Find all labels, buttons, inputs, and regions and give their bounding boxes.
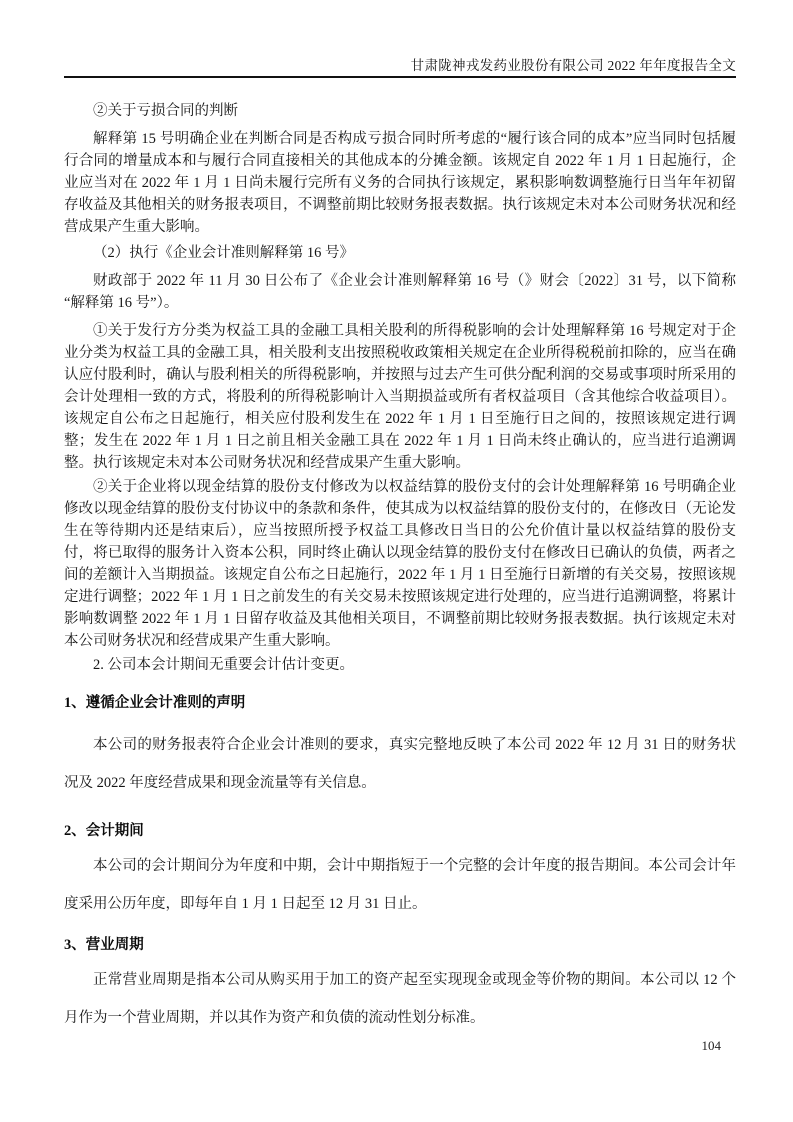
section2-heading: 2、会计期间 <box>64 823 144 839</box>
document-body <box>64 100 736 1037</box>
interpretation16-item1-paragraph: ①关于发行方分类为权益工具的金融工具相关股利的所得税影响的会计处理解释第 16 号规定对于企业分类为权益工具的金融工具，相关股利支出按照税收政策相关规定在企业所得税税前扣除的，应当在确认应付股利时，确认与股利相关的所得税影响，并按照与过去产生可供分配利润的交易或事项时所采用的会计处理相一致的方式，将股利的所得税影响计入当期损益或所有者权益项目（含其他综合收益项目）。该规定自公布之日起施行，相关应付股利发生在 2022 年 1 月 1 日至施行日之间的，按照该规定进行调整；发生在 2022 年 1 月 1 日之前且相关金融工具在 2022 年 1 月 1 日尚未终止确认的，应当进行追溯调整。执行该规定未对本公司财务状况和经营成果产生重大影响。 <box>64 323 736 471</box>
interpretation16-intro-paragraph: 财政部于 2022 年 11 月 30 日公布了《企业会计准则解释第 16 号（》财会〔2022〕31 号，以下简称“解释第 16 号”）。 <box>64 273 736 311</box>
section3-heading: 3、营业周期 <box>64 937 144 953</box>
loss-contract-paragraph: 解释第 15 号明确企业在判断合同是否构成亏损合同时所考虑的“履行该合同的成本”应当同时包括履行合同的增量成本和与履行合同直接相关的其他成本的分摊金额。该规定自 2022 年 1 月 1 日起施行，企业应当对在 2022 年 1 月 1 日尚未履行完所有义务的合同执行该规定，累积影响数调整施行日当年年初留存收益及其他相关的财务报表项目，不调整前期比较财务报表数据。执行该规定未对本公司财务状况和经营成果产生重大影响。 <box>64 131 736 235</box>
estimate-change-note: 2. 公司本会计期间无重要会计估计变更。 <box>93 657 354 673</box>
section1-heading: 1、遵循企业会计准则的声明 <box>64 695 246 711</box>
page-number: 104 <box>701 1038 721 1053</box>
page-content <box>64 0 736 1037</box>
section3-paragraph: 正常营业周期是指本公司从购买用于加工的资产起至实现现金或现金等价物的期间。本公司以 12 个月作为一个营业周期，并以其作为资产和负债的流动性划分标准。 <box>64 972 736 1026</box>
loss-contract-subheading: ②关于亏损合同的判断 <box>93 103 238 119</box>
interpretation16-item2-paragraph: ②关于企业将以现金结算的股份支付修改为以权益结算的股份支付的会计处理解释第 16 号明确企业修改以现金结算的股份支付协议中的条款和条件，使其成为以权益结算的股份支付的，在修改日（无论发生在等待期内还是结束后），应当按照所授予权益工具修改日当日的公允价值计量以权益结算的股份支付，将已取得的服务计入资本公积，同时终止确认以现金结算的股份支付在修改日已确认的负债，两者之间的差额计入当期损益。该规定自公布之日起施行，2022 年 1 月 1 日至施行日新增的有关交易，按照该规定进行调整；2022 年 1 月 1 日之前发生的有关交易未按照该规定进行处理的，应当进行追溯调整，将累计影响数调整 2022 年 1 月 1 日留存收益及其他相关项目，不调整前期比较财务报表数据。执行该规定未对本公司财务状况和经营成果产生重大影响。 <box>64 479 736 649</box>
section1-paragraph: 本公司的财务报表符合企业会计准则的要求，真实完整地反映了本公司 2022 年 12 月 31 日的财务状况及 2022 年度经营成果和现金流量等有关信息。 <box>64 737 736 791</box>
report-header-title: 甘肃陇神戎发药业股份有限公司 2022 年年度报告全文 <box>410 58 736 73</box>
header-divider <box>64 76 736 78</box>
interpretation16-subheading: （2）执行《企业会计准则解释第 16 号》 <box>93 245 354 261</box>
section2-paragraph: 本公司的会计期间分为年度和中期，会计中期指短于一个完整的会计年度的报告期间。本公司会计年度采用公历年度，即每年自 1 月 1 日起至 12 月 31 日止。 <box>64 858 736 912</box>
